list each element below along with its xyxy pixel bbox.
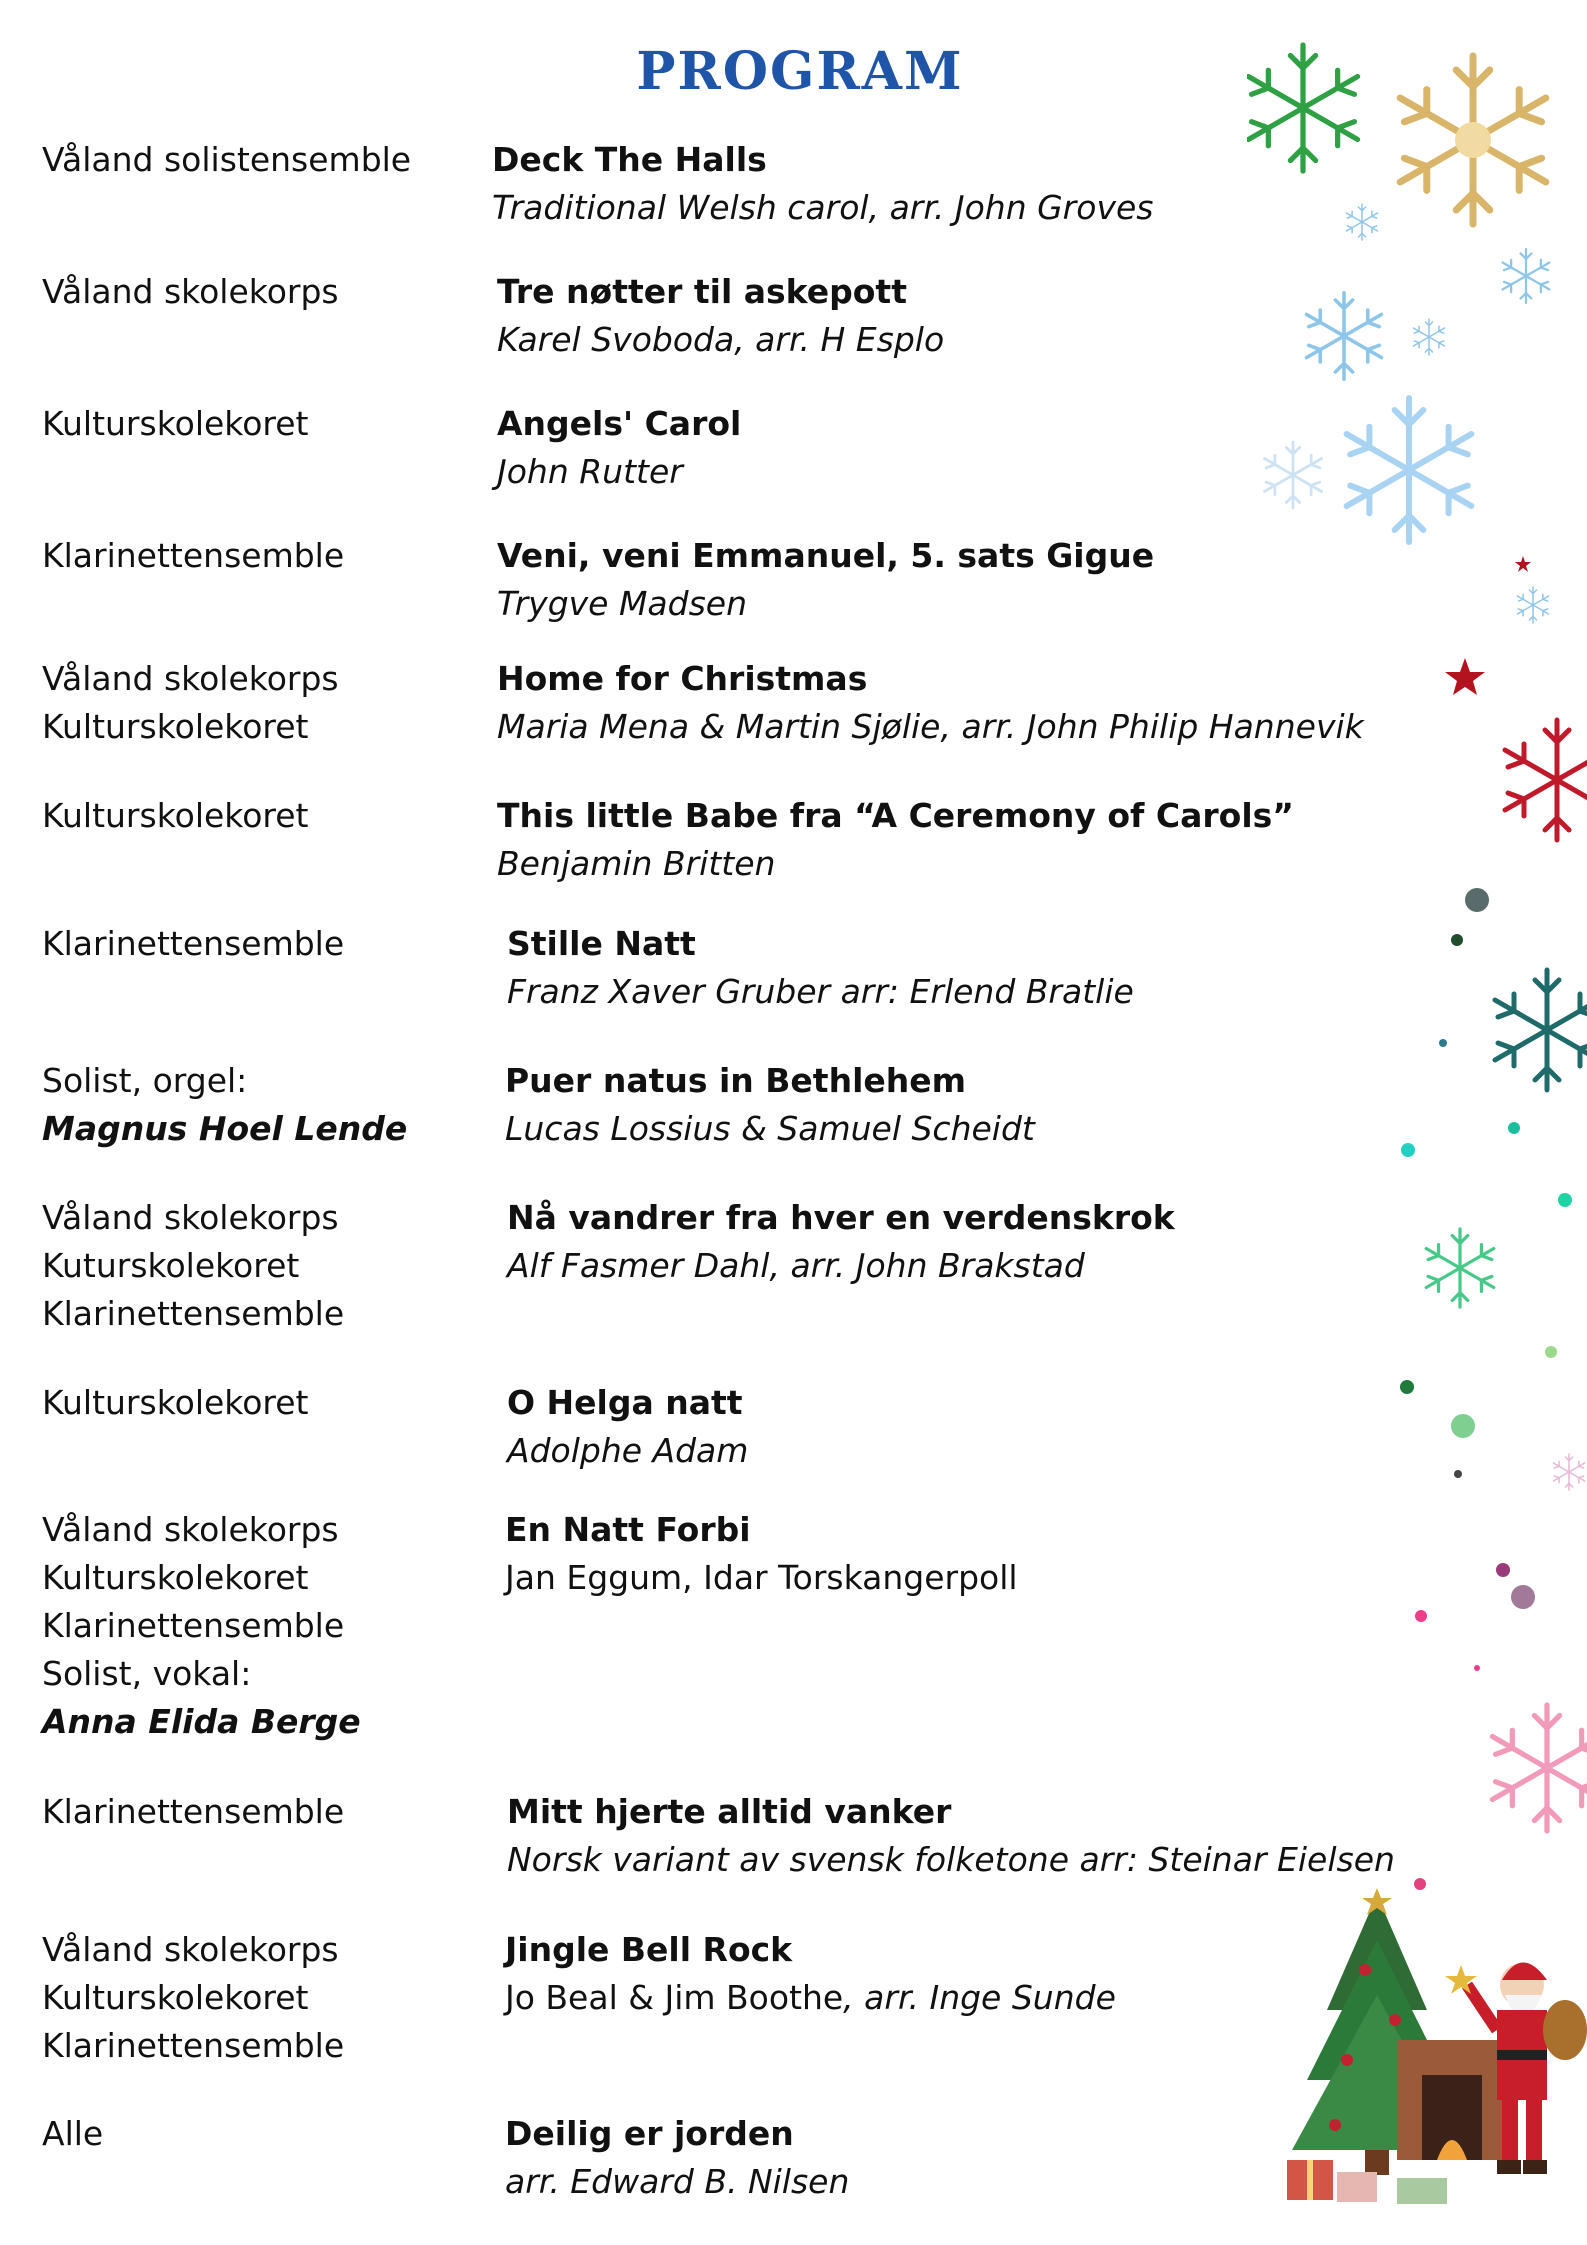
performer: Våland skolekorps (42, 1510, 339, 1549)
composer: Lucas Lossius & Samuel Scheidt (505, 1109, 1035, 1148)
piece-title: Angels' Carol (497, 404, 742, 443)
performer: Klarinettensemble (42, 2026, 345, 2065)
piece (505, 1057, 1035, 1153)
composer (505, 1974, 1116, 2022)
piece-title: Home for Christmas (497, 659, 868, 698)
composer: Norsk variant av svensk folketone arr: Steinar Eielsen (507, 1840, 1395, 1879)
composer: John Rutter (497, 452, 683, 491)
piece (505, 1506, 1018, 1602)
performers (42, 136, 411, 184)
soloist-name: Magnus Hoel Lende (42, 1109, 408, 1148)
piece (497, 532, 1154, 628)
composer-names: Jo Beal & Jim Boothe (505, 1978, 844, 2017)
piece-title: En Natt Forbi (505, 1510, 751, 1549)
arranger: , arr. Inge Sunde (843, 1978, 1116, 2017)
performers (42, 920, 344, 968)
performers (42, 655, 339, 751)
small-blue-snowflake-icon (1413, 319, 1444, 355)
composer: Jan Eggum, Idar Torskangerpoll (505, 1558, 1018, 1597)
performer: Solist, vokal: (42, 1654, 252, 1693)
composer: arr. Edward B. Nilsen (505, 2162, 850, 2201)
soloist-name: Anna Elida Berge (42, 1702, 361, 1741)
performers (42, 532, 344, 580)
pink-snowflake-icon (1492, 1705, 1587, 1831)
performer: Kulturskolekoret (42, 1978, 309, 2017)
piece-title: Nå vandrer fra hver en verdenskrok (507, 1198, 1175, 1237)
page-title: PROGRAM (636, 41, 964, 102)
piece-title: Deilig er jorden (505, 2114, 794, 2153)
christmas-decoration (1247, 0, 1587, 2245)
performer: Våland skolekorps (42, 659, 339, 698)
performer: Kulturskolekoret (42, 1383, 309, 1422)
performers (42, 1379, 309, 1427)
performer: Våland skolekorps (42, 1930, 339, 1969)
performer: Alle (42, 2114, 104, 2153)
piece (497, 268, 944, 364)
performer: Solist, orgel: (42, 1061, 248, 1100)
piece (492, 136, 1153, 232)
performer: Våland skolekorps (42, 272, 339, 311)
performers (42, 792, 309, 840)
composer: Alf Fasmer Dahl, arr. John Brakstad (507, 1246, 1085, 1285)
piece (507, 920, 1134, 1016)
performer: Våland skolekorps (42, 1198, 339, 1237)
performer: Kulturskolekoret (42, 1558, 309, 1597)
red-star-icon (1445, 658, 1485, 695)
performer: Kulturskolekoret (42, 707, 309, 746)
composer: Maria Mena & Martin Sjølie, arr. John Philip Hannevik (497, 707, 1364, 746)
performer: Kulturskolekoret (42, 404, 309, 443)
composer: Adolphe Adam (507, 1431, 749, 1470)
performer: Klarinettensemble (42, 1606, 345, 1645)
performer: Kuturskolekoret (42, 1246, 300, 1285)
gold-snowflake-center (1455, 122, 1491, 158)
pale-pink-snowflake-icon (1553, 1454, 1584, 1490)
piece-title: Puer natus in Bethlehem (505, 1061, 967, 1100)
piece (505, 1926, 1116, 2022)
composer: Franz Xaver Gruber arr: Erlend Bratlie (507, 972, 1134, 1011)
piece-title: Stille Natt (507, 924, 696, 963)
large-blue-snowflake-icon (1347, 398, 1472, 542)
piece (497, 792, 1294, 888)
red-snowflake-icon (1505, 720, 1587, 840)
performers (42, 1788, 344, 1836)
composer: Benjamin Britten (497, 844, 776, 883)
piece-title: Tre nøtter til askepott (497, 272, 907, 311)
pale-blue-snowflake-icon (1264, 442, 1321, 508)
performers (42, 400, 309, 448)
piece-title: This little Babe fra “A Ceremony of Carols” (497, 796, 1294, 835)
small-blue-snowflake-icon (1503, 249, 1550, 303)
performer: Klarinettensemble (42, 1294, 345, 1333)
composer: Karel Svoboda, arr. H Esplo (497, 320, 945, 359)
piece-title: O Helga natt (507, 1383, 743, 1422)
performers (42, 2110, 103, 2158)
santa-claus-icon (1397, 1958, 1587, 2174)
teal-snowflake-icon (1495, 970, 1587, 1090)
piece (505, 2110, 849, 2206)
decoration-art (1247, 0, 1587, 2245)
piece-title: Deck The Halls (492, 140, 767, 179)
blue-snowflake-icon (1307, 293, 1382, 379)
piece (507, 1194, 1175, 1290)
performer: Kulturskolekoret (42, 796, 309, 835)
piece (507, 1379, 748, 1475)
performer: Våland solistensemble (42, 140, 412, 179)
performer: Klarinettensemble (42, 536, 345, 575)
piece-title: Veni, veni Emmanuel, 5. sats Gigue (497, 536, 1155, 575)
piece (497, 400, 741, 496)
piece-title: Jingle Bell Rock (505, 1930, 793, 1969)
performer: Klarinettensemble (42, 1792, 345, 1831)
red-star-icon (1515, 556, 1531, 572)
performers (42, 1194, 344, 1338)
performers (42, 1506, 361, 1746)
mint-snowflake-icon (1426, 1229, 1494, 1307)
performers (42, 1926, 344, 2070)
green-snowflake-icon (1248, 45, 1357, 171)
piece-title: Mitt hjerte alltid vanker (507, 1792, 952, 1831)
composer: Trygve Madsen (497, 584, 748, 623)
small-blue-snowflake-icon (1346, 204, 1377, 240)
performers (42, 1057, 407, 1153)
performers (42, 268, 339, 316)
piece (497, 655, 1364, 751)
performer: Klarinettensemble (42, 924, 345, 963)
small-blue-snowflake-icon (1517, 587, 1548, 623)
composer: Traditional Welsh carol, arr. John Groves (492, 188, 1154, 227)
